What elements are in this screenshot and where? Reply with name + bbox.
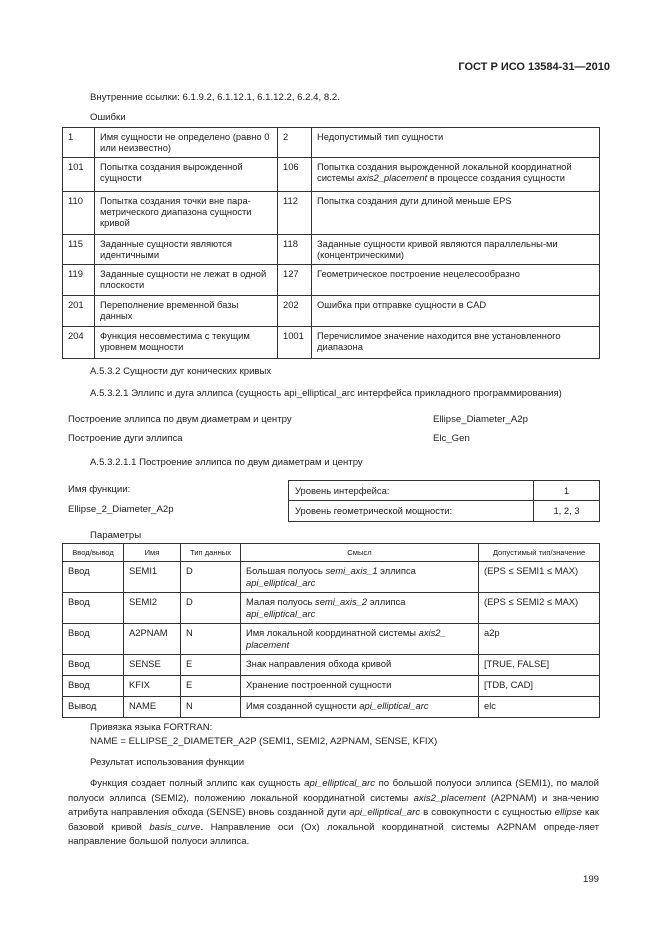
param-name: KFIX [124, 676, 181, 697]
standard-header: ГОСТ Р ИСО 13584-31—2010 [458, 61, 610, 73]
col-header: Тип данных [181, 544, 241, 562]
table-row [63, 234, 600, 264]
level-value: 1 [534, 481, 600, 501]
param-meaning-part: Хранение построенной сущности [246, 679, 392, 691]
section-a53321: А.5.3.2.1 Эллипс и дуга эллипса (сущность api_elliptical_arc интерфейса прикладного программирования) [90, 388, 562, 399]
error-description: Попытка создания точки вне пара-метрического диапазона сущности кривой [95, 191, 278, 234]
param-allowed: (EPS ≤ SEMI1 ≤ MAX) [479, 562, 600, 593]
table-row [63, 191, 600, 234]
error-description: Имя сущности не определено (равно 0 или неизвестно) [95, 128, 278, 158]
error-description: Переполнение временной базы данных [95, 295, 278, 326]
paragraph-run: Функция создает полный эллипс как сущность [90, 778, 305, 789]
table-header-row [63, 544, 600, 562]
table-row [63, 326, 600, 358]
error-code: 119 [63, 264, 95, 295]
param-meaning-part: Большая полуось [246, 565, 326, 577]
error-description: Попытка создания дуги длиной меньше EPS [312, 191, 600, 234]
param-meaning-part: api_elliptical_arc [359, 700, 429, 712]
table-row [63, 562, 600, 593]
error-description: Заданные сущности являются идентичными [95, 234, 278, 264]
fortran-call: NAME = ELLIPSE_2_DIAMETER_A2P (SEMI1, SEMI2, A2PNAM, SENSE, KFIX) [90, 736, 438, 747]
table-row [63, 593, 600, 624]
paragraph-run: axis2_placement [413, 792, 486, 804]
param-io: Ввод [63, 655, 124, 676]
function-desc: Построение дуги эллипса [68, 433, 183, 444]
param-allowed: (EPS ≤ SEMI2 ≤ MAX) [479, 593, 600, 624]
paragraph-run: . Направление оси (Ox) локальной координатной системы A2PNAM опреде-ляет направление большой полуоси эллипса. [68, 821, 600, 848]
error-code: 106 [278, 157, 312, 191]
param-io: Ввод [63, 562, 124, 593]
levels-table [288, 480, 600, 522]
section-a5332: А.5.3.2 Сущности дуг конических кривых [90, 366, 272, 377]
paragraph-run: в совокупности с сущностью [420, 807, 555, 819]
param-name: SEMI2 [124, 593, 181, 624]
param-allowed: elc [479, 697, 600, 718]
paragraph-run: api_elliptical_arc [304, 778, 376, 789]
errors-table [62, 127, 600, 359]
param-allowed: [TRUE, FALSE] [479, 655, 600, 676]
table-row [63, 128, 600, 158]
table-row [63, 697, 600, 718]
error-description: Попытка создания вырожденной сущности [95, 157, 278, 191]
param-meaning-part: Имя локальной координатной системы [246, 627, 419, 639]
error-code: 127 [278, 264, 312, 295]
param-meaning-part: эллипса [367, 596, 406, 608]
param-meaning [241, 697, 479, 718]
error-code: 202 [278, 295, 312, 326]
param-meaning-part: axis2_ placement [246, 627, 446, 650]
params-table [62, 543, 600, 718]
param-meaning [241, 593, 479, 624]
param-meaning-part: api_elliptical_arc [246, 576, 316, 588]
italic-term: axis2_placement [356, 171, 428, 183]
param-name: NAME [124, 697, 181, 718]
table-row [289, 501, 600, 521]
function-desc: Построение эллипса по двум диаметрам и центру [68, 414, 292, 425]
param-allowed: a2p [479, 624, 600, 655]
param-name: SEMI1 [124, 562, 181, 593]
table-row [63, 624, 600, 655]
param-meaning [241, 655, 479, 676]
level-value: 1, 2, 3 [534, 501, 600, 521]
errors-label: Ошибки [90, 112, 126, 123]
result-label: Результат использования функции [90, 757, 245, 768]
table-row [63, 157, 600, 191]
error-description: Попытка создания вырожденной локальной координатной системы axis2_placement в процессе создания сущности [312, 157, 600, 191]
param-meaning [241, 624, 479, 655]
param-type: E [181, 655, 241, 676]
param-name: SENSE [124, 655, 181, 676]
function-name: Elc_Gen [433, 433, 470, 444]
error-code: 112 [278, 191, 312, 234]
param-io: Ввод [63, 624, 124, 655]
error-code: 204 [63, 326, 95, 358]
param-type: E [181, 676, 241, 697]
param-meaning [241, 562, 479, 593]
level-label: Уровень интерфейса: [289, 481, 534, 501]
param-type: D [181, 593, 241, 624]
error-code: 201 [63, 295, 95, 326]
param-meaning-part: эллипса [377, 565, 416, 577]
func-name: Ellipse_2_Diameter_A2p [68, 504, 174, 515]
error-description: Заданные сущности не лежат в одной плоскости [95, 264, 278, 295]
paragraph-run: (A2PNAM) и зна-чению атрибута направления обхода (SENSE) вновь созданной дуги [68, 792, 599, 819]
col-header: Ввод/вывод [63, 544, 124, 562]
param-io: Ввод [63, 676, 124, 697]
error-description: Ошибка при отправке сущности в CAD [312, 295, 600, 326]
param-meaning-part: Имя созданной сущности [246, 700, 360, 712]
param-type: N [181, 624, 241, 655]
internal-refs: Внутренние ссылки: 6.1.9.2, 6.1.12.1, 6.1.12.2, 6.2.4, 8.2. [90, 92, 340, 103]
error-description: Недопустимый тип сущности [312, 128, 600, 158]
error-code: 2 [278, 128, 312, 158]
table-row [63, 264, 600, 295]
error-description: Геометрическое построение нецелесообразно [312, 264, 600, 295]
error-code: 1001 [278, 326, 312, 358]
error-description: Перечислимое значение находится вне установленного диапазона [312, 326, 600, 358]
fortran-label: Привязка языка FORTRAN: [90, 722, 213, 733]
page-number: 199 [582, 874, 599, 885]
result-paragraph [68, 777, 599, 850]
param-meaning-part: api_elliptical_arc [246, 607, 316, 619]
table-row [63, 676, 600, 697]
param-type: D [181, 562, 241, 593]
error-code: 101 [63, 157, 95, 191]
param-allowed: [TDB, CAD] [479, 676, 600, 697]
error-description: Заданные сущности кривой являются параллельны-ми (концентрическими) [312, 234, 600, 264]
error-code: 1 [63, 128, 95, 158]
param-meaning-part: semi_axis_2 [315, 596, 368, 608]
param-type: N [181, 697, 241, 718]
param-meaning-part: Малая полуось [246, 596, 316, 608]
params-label: Параметры [90, 530, 142, 541]
paragraph-run: как базовой кривой [68, 807, 599, 833]
level-label: Уровень геометрической мощности: [289, 501, 534, 521]
paragraph-run: basis_curve [149, 821, 201, 833]
table-row [63, 655, 600, 676]
table-row [63, 295, 600, 326]
error-code: 110 [63, 191, 95, 234]
col-header: Допустимый тип/значение [479, 544, 600, 562]
paragraph-run: по большой полуоси эллипса (SEMI1), по малой полуоси эллипса (SEMI2), положению локальной координатной системы [68, 778, 599, 804]
param-name: A2PNAM [124, 624, 181, 655]
param-meaning-part: Знак направления обхода кривой [246, 658, 392, 670]
section-a533211: А.5.3.2.1.1 Построение эллипса по двум диаметрам и центру [90, 457, 363, 468]
error-description: Функция несовместима с текущим уровнем мощности [95, 326, 278, 358]
error-code: 118 [278, 234, 312, 264]
param-meaning-part: semi_axis_1 [325, 565, 378, 577]
col-header: Имя [124, 544, 181, 562]
param-meaning [241, 676, 479, 697]
param-io: Вывод [63, 697, 124, 718]
error-code: 115 [63, 234, 95, 264]
param-io: Ввод [63, 593, 124, 624]
paragraph-run: api_elliptical_arc [349, 807, 421, 819]
function-name: Ellipse_Diameter_A2p [433, 414, 528, 425]
col-header: Смысл [241, 544, 479, 562]
table-row [289, 481, 600, 501]
func-name-label: Имя функции: [68, 484, 131, 495]
paragraph-run: ellipse [554, 807, 582, 819]
